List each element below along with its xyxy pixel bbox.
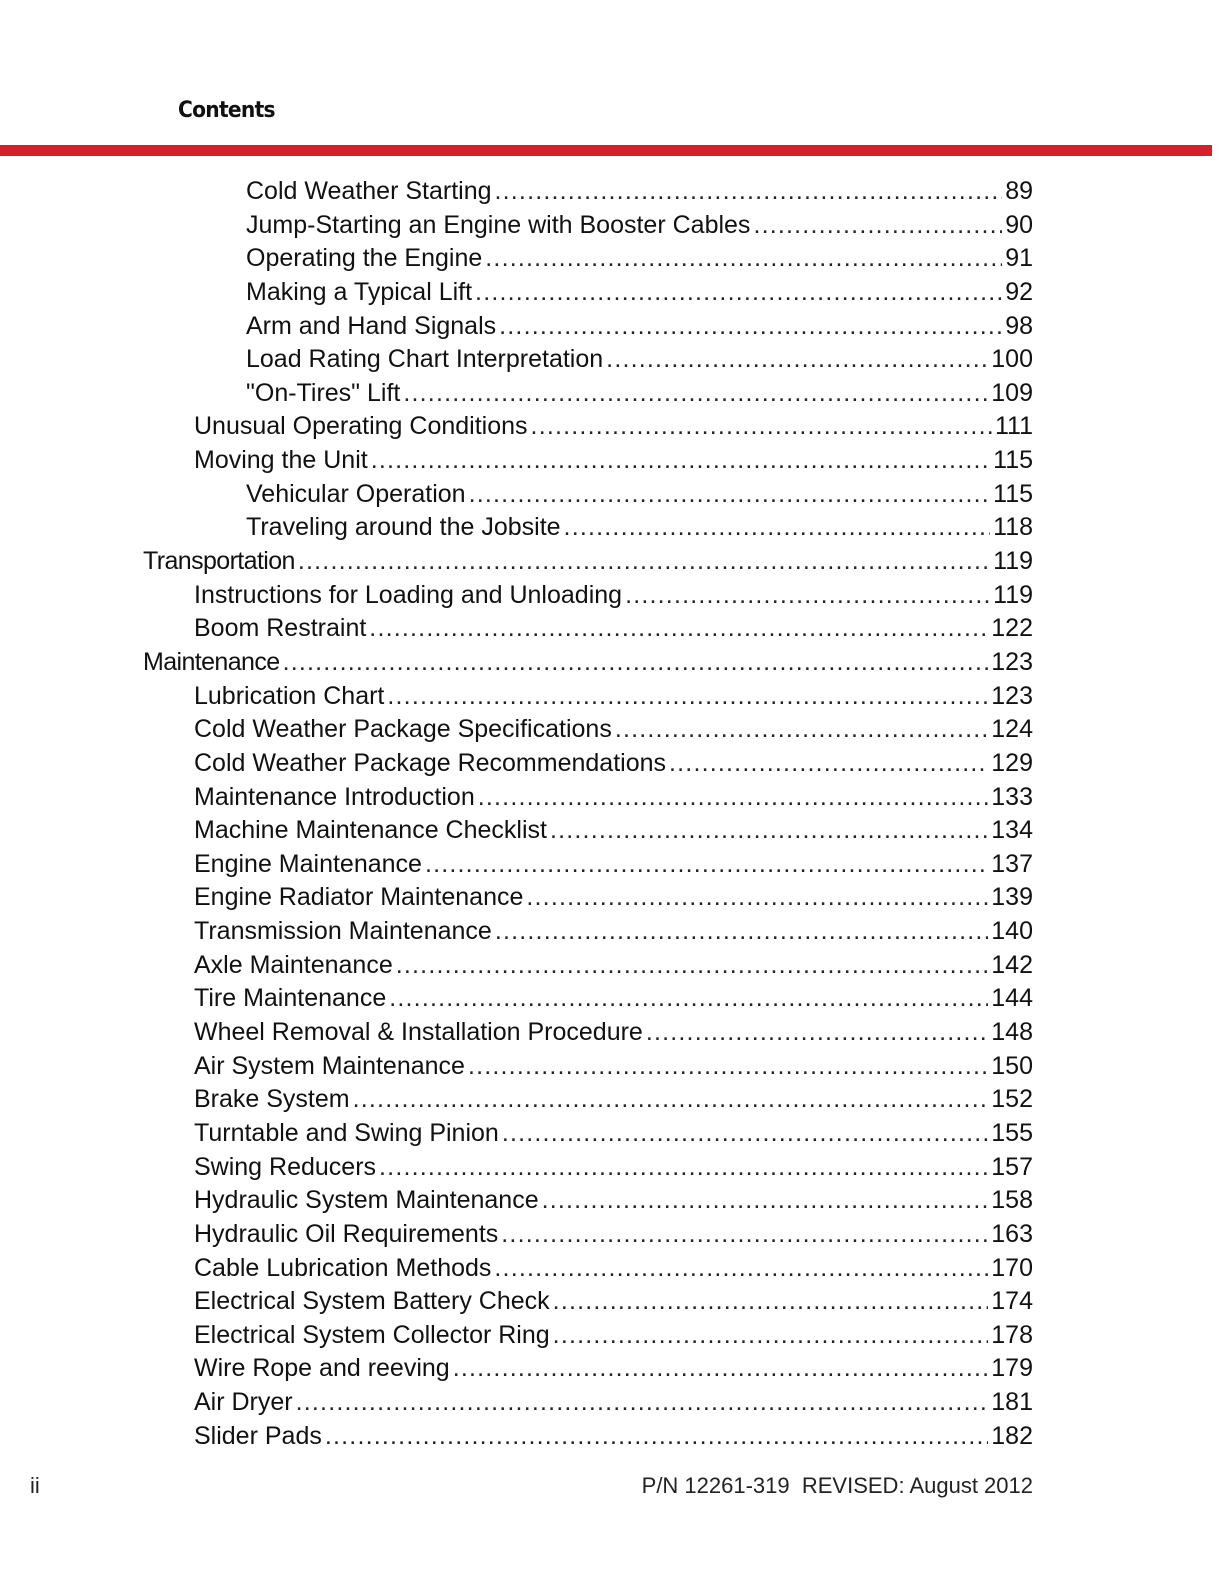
toc-entry-title: Engine Maintenance [194, 849, 422, 878]
toc-entry-page: 118 [993, 513, 1033, 542]
toc-entry[interactable] [0, 612, 1224, 646]
toc-entry[interactable] [0, 209, 1224, 243]
toc-dot-leader [753, 209, 1002, 243]
toc-entry[interactable] [0, 444, 1224, 478]
toc-dot-leader [646, 1016, 988, 1050]
toc-dot-leader [526, 881, 988, 915]
toc-entry[interactable] [0, 1218, 1224, 1252]
toc-entry[interactable] [0, 1386, 1224, 1420]
toc-entry-page: 144 [991, 984, 1033, 1013]
toc-entry-page: 174 [991, 1287, 1033, 1316]
toc-entry-page: 142 [991, 950, 1033, 979]
toc-dot-leader [353, 1083, 989, 1117]
toc-dot-leader [396, 949, 989, 983]
toc-entry[interactable] [0, 915, 1224, 949]
toc-entry-page: 137 [991, 849, 1033, 878]
toc-entry-page: 119 [993, 547, 1033, 576]
toc-entry-title: Operating the Engine [246, 244, 483, 273]
toc-entry-page: 152 [991, 1085, 1033, 1114]
toc-entry-title: Machine Maintenance Checklist [194, 816, 547, 845]
toc-entry[interactable] [0, 1420, 1224, 1454]
toc-entry-page: 109 [991, 378, 1033, 407]
toc-dot-leader [531, 410, 992, 444]
toc-entry-page: 122 [991, 614, 1033, 643]
toc-entry[interactable] [0, 747, 1224, 781]
toc-entry-title: Air System Maintenance [194, 1051, 465, 1080]
toc-entry-title: Load Rating Chart Interpretation [246, 345, 604, 374]
toc-entry[interactable] [0, 1252, 1224, 1286]
toc-dot-leader [371, 444, 990, 478]
toc-entry-page: 129 [991, 748, 1033, 777]
toc-entry[interactable] [0, 1050, 1224, 1084]
toc-dot-leader [283, 646, 989, 680]
toc-entry[interactable] [0, 680, 1224, 714]
toc-entry-page: 179 [991, 1354, 1033, 1383]
toc-entry-title: Maintenance [143, 647, 280, 676]
page-number: ii [30, 1473, 40, 1498]
toc-dot-leader [475, 276, 1002, 310]
part-number-revision: P/N 12261-319 REVISED: August 2012 [641, 1473, 1033, 1498]
toc-entry-title: Cold Weather Package Recommendations [194, 748, 667, 777]
toc-entry-page: 90 [1005, 210, 1033, 239]
toc-dot-leader [425, 848, 988, 882]
toc-dot-leader [389, 982, 988, 1016]
toc-entry[interactable] [0, 1083, 1224, 1117]
toc-entry[interactable] [0, 1016, 1224, 1050]
toc-entry-title: Transportation [143, 547, 295, 576]
toc-entry-title: Turntable and Swing Pinion [194, 1118, 499, 1147]
toc-entry-title: Slider Pads [194, 1421, 322, 1450]
toc-entry-page: 92 [1005, 277, 1033, 306]
toc-dot-leader [379, 1151, 988, 1185]
toc-entry-page: 150 [991, 1051, 1033, 1080]
toc-entry-title: Electrical System Battery Check [194, 1287, 550, 1316]
toc-dot-leader [468, 1050, 988, 1084]
toc-entry-title: Cold Weather Starting [246, 177, 492, 205]
toc-entry-title: Boom Restraint [194, 614, 367, 643]
table-of-contents [0, 175, 1224, 1453]
toc-entry-page: 115 [993, 479, 1033, 508]
toc-entry-title: Arm and Hand Signals [246, 311, 497, 340]
toc-entry-title: Swing Reducers [194, 1152, 377, 1181]
toc-entry[interactable] [0, 1151, 1224, 1185]
toc-dot-leader [296, 1386, 989, 1420]
toc-entry-page: 163 [991, 1219, 1033, 1248]
toc-entry-page: 124 [991, 715, 1033, 744]
toc-entry-title: Transmission Maintenance [194, 917, 492, 946]
toc-dot-leader [606, 343, 988, 377]
toc-entry-title: Making a Typical Lift [246, 277, 473, 306]
toc-entry-title: Unusual Operating Conditions [194, 412, 528, 441]
toc-entry-page: 134 [991, 816, 1033, 845]
toc-dot-leader [495, 175, 1003, 209]
toc-dot-leader [325, 1420, 988, 1454]
toc-dot-leader [494, 1252, 988, 1286]
toc-entry-page: 181 [991, 1388, 1033, 1417]
toc-dot-leader [499, 310, 1002, 344]
toc-entry-title: Hydraulic Oil Requirements [194, 1219, 499, 1248]
toc-entry-page: 115 [993, 446, 1033, 475]
toc-entry-page: 89 [1005, 177, 1033, 205]
toc-entry[interactable] [0, 545, 1224, 579]
header-rule [0, 145, 1212, 156]
toc-entry-page: 123 [991, 647, 1033, 676]
toc-entry-title: Electrical System Collector Ring [194, 1320, 550, 1349]
toc-entry[interactable] [0, 814, 1224, 848]
toc-dot-leader [625, 579, 990, 613]
toc-dot-leader [495, 915, 988, 949]
page-title: Contents [178, 98, 275, 123]
toc-entry-page: 91 [1005, 244, 1033, 273]
toc-entry-title: Traveling around the Jobsite [246, 513, 561, 542]
toc-entry-page: 158 [991, 1186, 1033, 1215]
toc-dot-leader [553, 1319, 989, 1353]
toc-dot-leader [501, 1218, 988, 1252]
toc-entry[interactable] [0, 1285, 1224, 1319]
toc-entry-title: Instructions for Loading and Unloading [194, 580, 623, 609]
toc-dot-leader [298, 545, 990, 579]
toc-dot-leader [403, 377, 988, 411]
toc-entry-title: Cold Weather Package Specifications [194, 715, 612, 744]
toc-dot-leader [485, 242, 1002, 276]
toc-entry[interactable] [0, 881, 1224, 915]
toc-entry-page: 148 [991, 1018, 1033, 1047]
toc-entry[interactable] [0, 276, 1224, 310]
toc-entry[interactable] [0, 949, 1224, 983]
toc-dot-leader [550, 814, 988, 848]
toc-entry[interactable] [0, 982, 1224, 1016]
toc-entry[interactable] [0, 511, 1224, 545]
toc-entry-title: Lubrication Chart [194, 681, 385, 710]
toc-entry-title: Brake System [194, 1085, 350, 1114]
toc-dot-leader [387, 680, 988, 714]
toc-entry[interactable] [0, 1184, 1224, 1218]
toc-dot-leader [564, 511, 991, 545]
toc-entry[interactable] [0, 410, 1224, 444]
toc-entry-title: Vehicular Operation [246, 479, 466, 508]
toc-dot-leader [453, 1352, 989, 1386]
toc-entry-page: 111 [994, 412, 1033, 441]
toc-dot-leader [553, 1285, 989, 1319]
toc-entry-title: "On-Tires" Lift [246, 378, 401, 407]
toc-entry-title: Cable Lubrication Methods [194, 1253, 492, 1282]
toc-entry-page: 98 [1005, 311, 1033, 340]
toc-entry-page: 155 [991, 1118, 1033, 1147]
toc-entry-title: Air Dryer [194, 1388, 293, 1417]
toc-entry-title: Axle Maintenance [194, 950, 393, 979]
toc-entry-title: Wheel Removal & Installation Procedure [194, 1018, 643, 1047]
toc-entry[interactable] [0, 646, 1224, 680]
toc-entry-page: 157 [991, 1152, 1033, 1181]
toc-entry-page: 100 [991, 345, 1033, 374]
toc-entry-title: Moving the Unit [194, 446, 368, 475]
toc-entry-title: Maintenance Introduction [194, 782, 475, 811]
toc-entry[interactable] [0, 1352, 1224, 1386]
toc-entry-page: 178 [991, 1320, 1033, 1349]
toc-entry-title: Hydraulic System Maintenance [194, 1186, 539, 1215]
toc-entry[interactable] [0, 848, 1224, 882]
toc-dot-leader [469, 478, 991, 512]
toc-entry[interactable] [0, 175, 1224, 209]
toc-entry-title: Engine Radiator Maintenance [194, 883, 524, 912]
toc-entry-page: 119 [993, 580, 1033, 609]
toc-entry[interactable] [0, 1117, 1224, 1151]
toc-dot-leader [502, 1117, 988, 1151]
toc-entry[interactable] [0, 713, 1224, 747]
toc-entry-page: 182 [991, 1421, 1033, 1450]
toc-entry-title: Jump-Starting an Engine with Booster Cables [246, 210, 751, 239]
toc-entry-page: 170 [991, 1253, 1033, 1282]
toc-dot-leader [478, 781, 989, 815]
toc-dot-leader [542, 1184, 989, 1218]
toc-entry[interactable] [0, 478, 1224, 512]
toc-dot-leader [669, 747, 988, 781]
toc-entry[interactable] [0, 1319, 1224, 1353]
toc-dot-leader [615, 713, 988, 747]
toc-entry[interactable] [0, 377, 1224, 411]
toc-entry-page: 123 [991, 681, 1033, 710]
toc-entry-page: 133 [991, 782, 1033, 811]
toc-dot-leader [369, 612, 988, 646]
toc-entry-title: Wire Rope and reeving [194, 1354, 450, 1383]
toc-entry-title: Tire Maintenance [194, 984, 387, 1013]
toc-entry-page: 140 [991, 917, 1033, 946]
toc-entry[interactable] [0, 310, 1224, 344]
toc-entry-page: 139 [991, 883, 1033, 912]
toc-entry[interactable] [0, 343, 1224, 377]
toc-entry[interactable] [0, 579, 1224, 613]
toc-entry[interactable] [0, 242, 1224, 276]
toc-entry[interactable] [0, 781, 1224, 815]
